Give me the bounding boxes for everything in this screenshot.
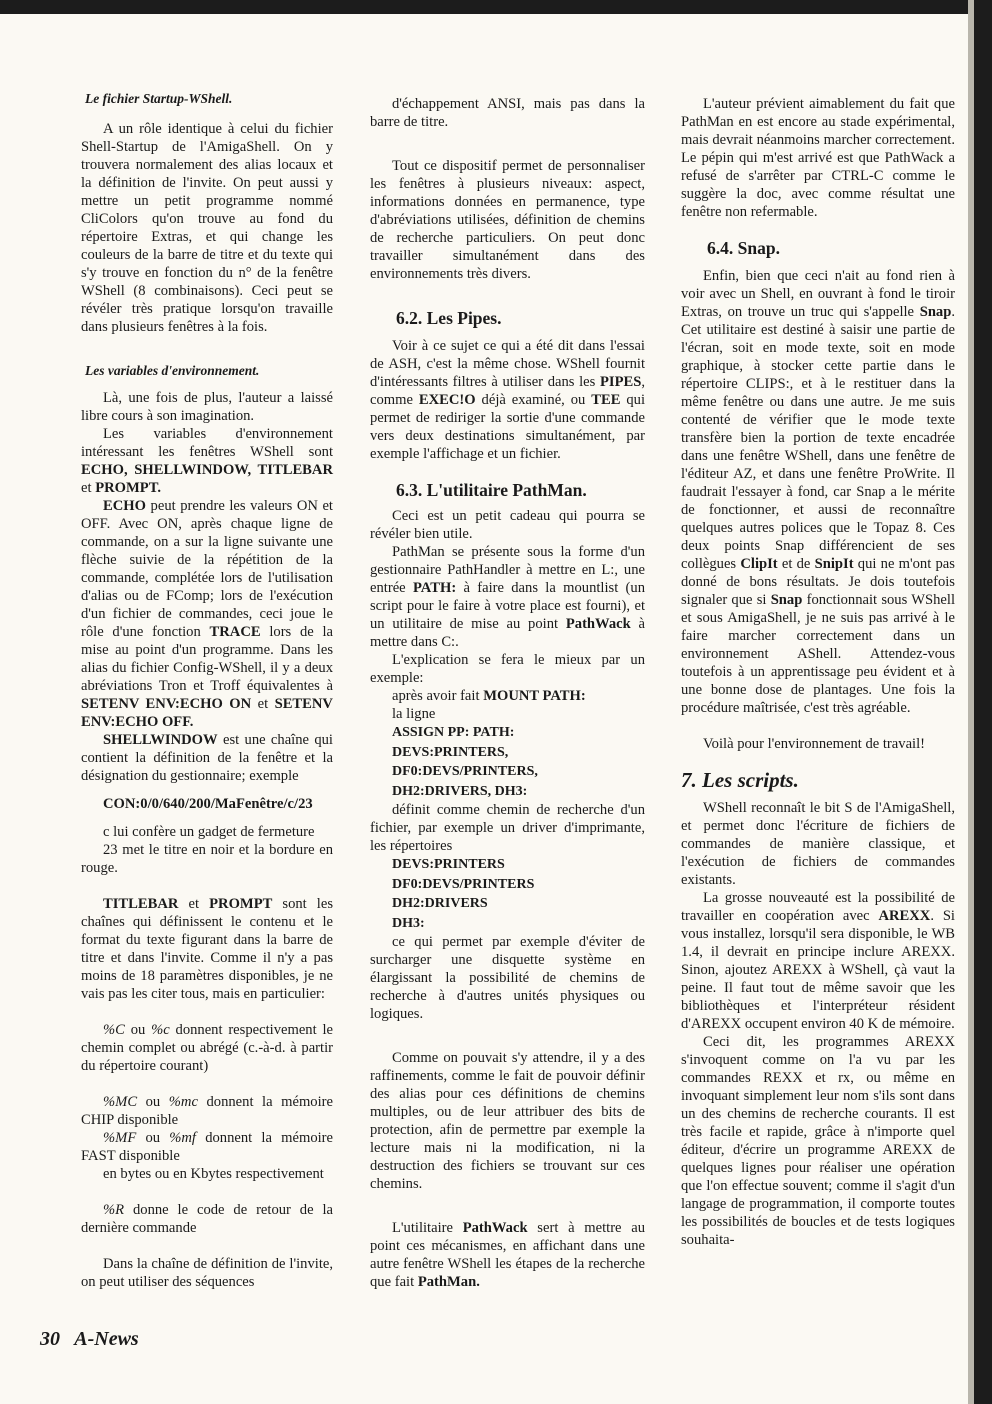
column-1 (81, 90, 333, 1291)
paragraph: L'auteur prévient aimablement du fait que PathMan en est encore au stade expérimental, mais devrait néanmoins marcher correctement. Le pépin qui m'est arrivé est que PathWack a refusé de s'arrêter par CTRL-C comme le suggère la doc, avec comme résultat une fenêtre non refermable. (681, 96, 955, 220)
heading-scripts: 7. Les scripts. (681, 768, 799, 792)
paragraph: Là, une fois de plus, l'auteur a laissé libre cours à son imagination. (81, 390, 333, 424)
paragraph: Tout ce dispositif permet de personnaliser les fenêtres à plusieurs niveaux: aspect, informations données en permanence, type d'abréviations utilisées, définition de chemins de recherche particuliers. On peut donc travailler simultanément dans des environnements très divers. (370, 158, 645, 282)
code-line: DEVS:PRINTERS (392, 857, 505, 872)
subheading-variables: Les variables d'environnement. (85, 363, 260, 378)
paragraph: Les variables d'environnement intéressant les fenêtres WShell sont ECHO, SHELLWINDOW, TITLEBAR et PROMPT. (81, 426, 333, 496)
code-line: DEVS:PRINTERS, (392, 744, 509, 760)
paragraph: %MC ou %mc donnent la mémoire CHIP disponible (81, 1094, 333, 1128)
paragraph: Dans la chaîne de définition de l'invite, on peut utiliser des séquences (81, 1256, 333, 1290)
paragraph: ce qui permet par exemple d'éviter de surcharger une disquette système en élargissant la possibilité de chemins de recherche à d'autres unités physiques ou logiques. (370, 934, 645, 1022)
column-2 (370, 95, 645, 1291)
heading-snap: 6.4. Snap. (707, 238, 780, 258)
code-line: ASSIGN PP: PATH: (392, 725, 515, 740)
code-line: DH2:DRIVERS (392, 896, 488, 911)
code-block-dirs (392, 855, 645, 933)
code-block-assign (392, 723, 645, 801)
paragraph: PathMan se présente sous la forme d'un gestionnaire PathHandler à mettre en L:, une entrée PATH: à faire dans la mountlist (un script pour le faire à votre place est fourni), et un utilitaire de mise au point PathWack à mettre dans C:. (370, 544, 646, 650)
paragraph: %MF ou %mf donnent la mémoire FAST disponible (81, 1130, 334, 1164)
paragraph: ECHO peut prendre les valeurs ON et OFF. Avec ON, après chaque ligne de commande, on a sur la ligne suivante une flèche suivie de la répétition de la commande, complétée lors de l'utilisation d'alias ou de FComp; lors de l'exécution d'un fichier de commandes, ceci joue le rôle d'une fonction TRACE lors de la mise au point d'un programme. Dans les alias du fichier Config-WShell, il y a deux abréviations Tron et Troff équivalentes à SETENV ENV:ECHO ON et SETENV ENV:ECHO OFF. (81, 498, 333, 730)
paragraph: La grosse nouveauté est la possibilité de travailler en coopération avec AREXX. Si vous installez, lorsqu'il sera disponible, le WB 1.4, il devrait en principe inclure AREXX. Sinon, ajoutez AREXX à WShell, çà vaut la peine. Il faut tout de même savoir que les bibliothèques et l'interpréteur résident d'AREXX occupent environ 40 K de mémoire. (681, 890, 955, 1032)
scan-edge-top (0, 0, 992, 14)
paragraph: après avoir fait MOUNT PATH: (392, 688, 586, 704)
paragraph: Comme on pouvait s'y attendre, il y a des raffinements, comme le fait de pouvoir définir des alias pour ces définitions de chemins multiples, ou de leur attribuer des bits de protection, afin de permettre par exemple la lecture mais ni la modification, ni la destruction des fichiers se trouvant sur ces chemins. (370, 1050, 645, 1192)
paragraph: Enfin, bien que ceci n'ait au fond rien à voir avec un Shell, en ouvrant à fond le tiroir Extras, on trouve un truc qui s'appelle Snap. Cet utilitaire est destiné à saisir une partie de l'écran, soit en mode texte, soit en mode graphique, à stocker cette partie dans le répertoire CLIPS:, et à le restituer dans la même fenêtre ou dans une autre. Je me suis contenté de vérifier que le mode texte transfère bien la portion de texte encadrée dans une fenêtre WShell, dans une fenêtre de l'éditeur AZ, et dans une fenêtre ProWrite. Il faudrait l'essayer à fond, car Snap a le mérite de fonctionner, et aussi de reconnaître quelques autres polices que le Topaz 8. Ces deux points Snap différencient de ses collègues ClipIt et de SnipIt qui ne m'ont pas donné de bons résultats. Je dois toutefois signaler que si Snap fonctionnait sous WShell et sous AmigaShell, je ne suis pas arrivé à le faire marcher correctement dans un environnement AShell. Attendez-vous toutefois à un apprentissage peu évident et à une bonne dose de plantages. Une fois la procédure maîtrisée, c'est très agréable. (681, 268, 956, 716)
paragraph: Voir à ce sujet ce qui a été dit dans l'essai de ASH, c'est la même chose. WShell fournit d'intéressants filtres à utiliser dans les PIPES, comme EXEC!O déjà examiné, ou TEE qui permet de rediriger la sortie d'une commande vers deux destinations simultanément, par exemple l'affichage et un fichier. (370, 338, 645, 462)
code-line: CON:0/0/640/200/MaFenêtre/c/23 (103, 796, 313, 812)
paragraph: %C ou %c donnent respectivement le chemin complet ou abrégé (c.-à-d. à partir du répertoire courant) (81, 1022, 333, 1074)
heading-pipes: 6.2. Les Pipes. (396, 308, 502, 328)
code-line: DH2:DRIVERS, DH3: (392, 783, 528, 799)
paragraph: L'explication se fera le mieux par un exemple: (370, 652, 645, 686)
paragraph: d'échappement ANSI, mais pas dans la barre de titre. (370, 96, 645, 130)
paragraph: SHELLWINDOW est une chaîne qui contient la définition de la fenêtre et la désignation du gestionnaire; exemple (81, 732, 333, 784)
paragraph: L'utilitaire PathWack sert à mettre au point ces mécanismes, en affichant dans une autre fenêtre WShell les étapes de la recherche que fait PathMan. (370, 1220, 646, 1290)
paragraph: A un rôle identique à celui du fichier Shell-Startup de l'AmigaShell. On y trouvera normalement des alias locaux et la définition de l'invite. On peut aussi y mettre un petit programme nommé CliColors qu'on trouve au fond du répertoire Extras, et qui change les couleurs de la barre de titre et du texte qui s'y trouve en fonction du n° de la fenêtre WShell (8 combinaisons). Ceci peut se révéler très pratique lorsqu'on travaille dans plusieurs fenêtres à la fois. (81, 121, 333, 335)
paragraph: %R donne le code de retour de la dernière commande (81, 1202, 334, 1236)
scan-edge-right (974, 0, 992, 1404)
paragraph: c lui confère un gadget de fermeture (103, 824, 315, 840)
page-number: 30 (40, 1328, 60, 1350)
page-footer (40, 1328, 149, 1351)
code-line: DF0:DEVS/PRINTERS (392, 876, 535, 892)
code-line: DH3: (392, 915, 425, 931)
paragraph: en bytes ou en Kbytes respectivement (103, 1166, 324, 1182)
paragraph: Voilà pour l'environnement de travail! (703, 736, 926, 752)
paragraph: la ligne (392, 706, 436, 722)
paragraph: Ceci est un petit cadeau qui pourra se révéler bien utile. (370, 508, 645, 542)
column-3 (681, 95, 955, 1249)
subheading-startup: Le fichier Startup-WShell. (85, 91, 233, 106)
magazine-name: A-News (74, 1328, 139, 1350)
paragraph: 23 met le titre en noir et la bordure en rouge. (81, 842, 333, 876)
paragraph: WShell reconnaît le bit S de l'AmigaShell, et permet donc l'écriture de fichiers de commandes de manière classique, et l'exécution de fichiers de commandes existants. (681, 800, 955, 888)
heading-pathman: 6.3. L'utilitaire PathMan. (396, 480, 587, 500)
paragraph: TITLEBAR et PROMPT sont les chaînes qui définissent le contenu et le format du texte figurant dans la barre de titre et dans l'invite. Comme il n'y a pas moins de 18 paramètres disponibles, je ne vais pas les citer tous, mais en particulier: (81, 896, 333, 1002)
paragraph: Ceci dit, les programmes AREXX s'invoquent comme on l'a vu par les commandes REXX et rx, ou même en invoquant simplement leur nom s'ils sont dans un des chemins de recherche courants. Il est très facile et rapide, grâce à n'importe quel éditeur, d'écrire un programme AREXX de quelques lignes pour réaliser une opération que l'on effectue souvent; comme il s'agit d'un langage de programmation, il comporte toutes les possibilités de boucles et de tests logiques souhaita- (681, 1034, 955, 1248)
paragraph: définit comme chemin de recherche d'un fichier, par exemple un driver d'imprimante, les répertoires (370, 802, 645, 854)
code-line: DF0:DEVS/PRINTERS, (392, 764, 538, 779)
